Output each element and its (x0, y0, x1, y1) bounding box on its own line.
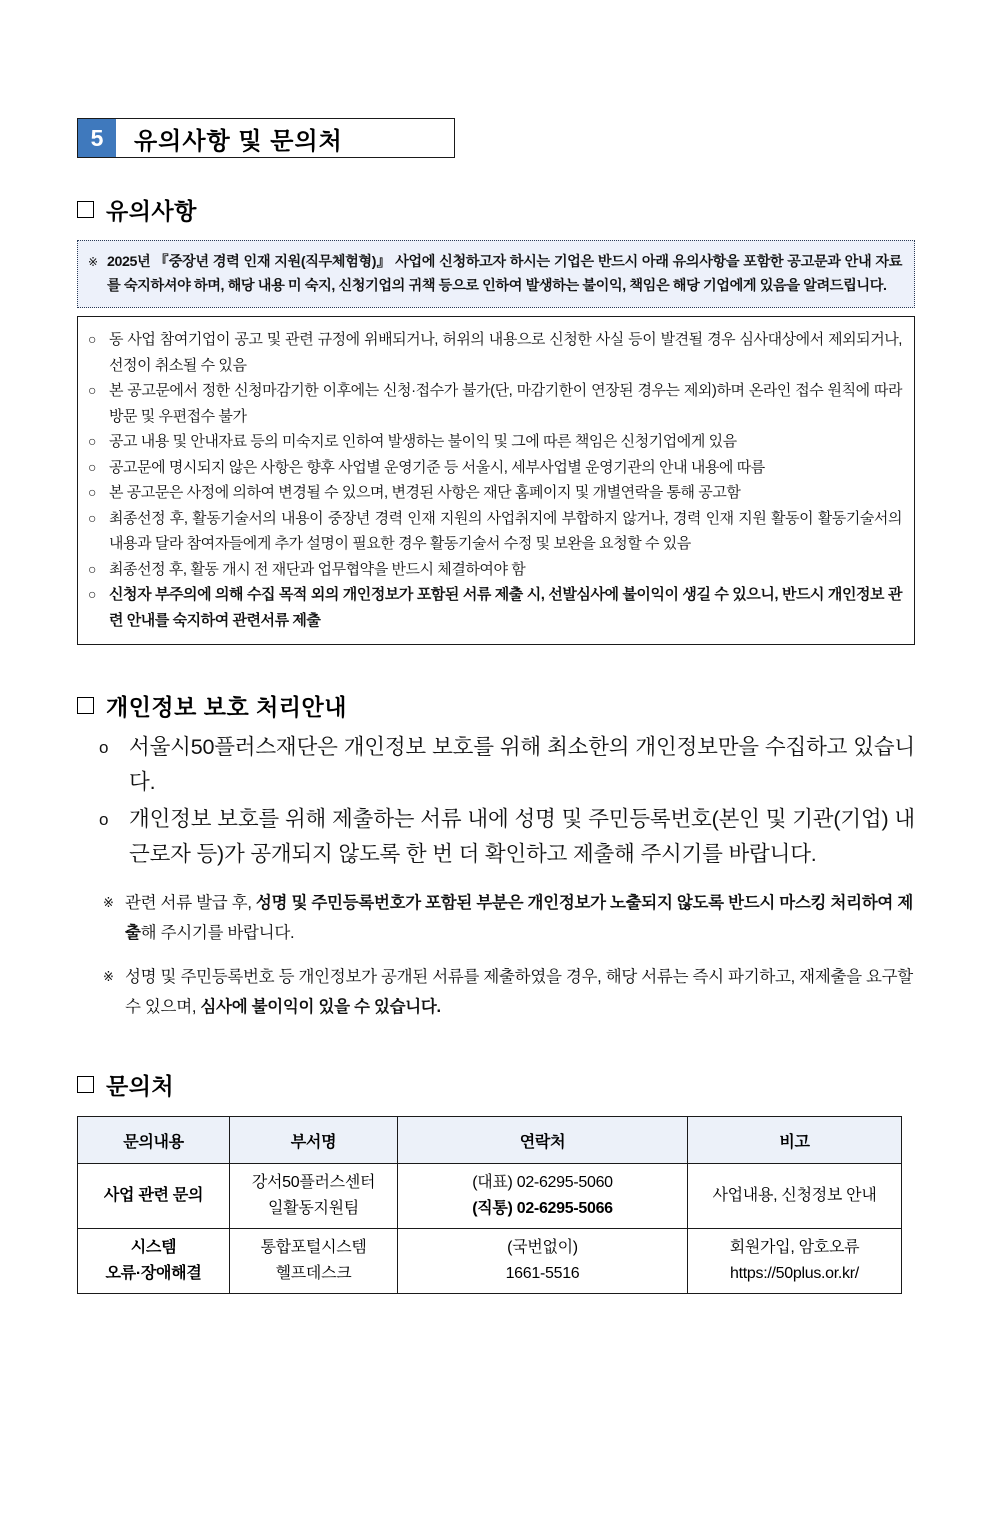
cell-department (230, 1164, 398, 1229)
heading-notice-label: 유의사항 (106, 198, 197, 224)
heading-contact (77, 1068, 915, 1101)
circle-bullet-icon: ○ (88, 331, 97, 347)
notice-list-item (88, 429, 902, 455)
department-line-1: 통합포털시스템 (260, 1239, 367, 1256)
inquiry-line-2: 오류·장애해결 (105, 1265, 202, 1282)
section-number: 5 (78, 119, 116, 157)
heading-notice (77, 193, 915, 226)
star-mark-icon: ※ (103, 969, 114, 984)
cell-department (230, 1229, 398, 1294)
cell-inquiry (78, 1229, 230, 1294)
notice-list (88, 327, 902, 633)
small-circle-bullet-icon: ο (99, 738, 109, 757)
circle-bullet-icon: ○ (88, 484, 97, 500)
contact-line-1: (대표) 02-6295-5060 (472, 1174, 613, 1191)
heading-contact-label: 문의처 (106, 1073, 175, 1099)
notice-list-item (88, 455, 902, 481)
table-header-cell: 연락처 (398, 1117, 688, 1164)
privacy-list-item-text: 서울시50플러스재단은 개인정보 보호를 위해 최소한의 개인정보만을 수집하고 있습니다. (129, 735, 915, 794)
contact-table (77, 1116, 902, 1294)
notice-list-item (88, 327, 902, 378)
notice-list-item-text: 최종선정 후, 활동 개시 전 재단과 업무협약을 반드시 체결하여야 함 (109, 560, 526, 578)
square-bullet-icon (77, 1076, 94, 1093)
notice-list-item (88, 378, 902, 429)
heading-privacy-label: 개인정보 보호 처리안내 (106, 694, 347, 720)
cell-remarks (688, 1229, 902, 1294)
remarks-line-1: 사업내용, 신청정보 안내 (712, 1187, 877, 1204)
notice-list-item (88, 506, 902, 557)
privacy-list-item-text: 개인정보 보호를 위해 제출하는 서류 내에 성명 및 주민등록번호(본인 및 기관(기업) 내 근로자 등)가 공개되지 않도록 한 번 더 확인하고 제출해 주시기를 바랍니다. (129, 807, 915, 866)
notice-list-item (88, 480, 902, 506)
table-header-cell: 비고 (688, 1117, 902, 1164)
star-mark-icon: ※ (103, 895, 114, 910)
notice-list-item (88, 582, 902, 633)
contact-line-1: (국번없이) (507, 1239, 578, 1256)
document-page (0, 118, 992, 1521)
privacy-list-item (99, 730, 915, 800)
remarks-line-2: https://50plus.or.kr/ (730, 1265, 859, 1282)
table-header-cell: 부서명 (230, 1117, 398, 1164)
notice-highlight-row (88, 250, 902, 298)
privacy-list (77, 730, 915, 872)
inquiry-line-1: 시스템 (130, 1239, 177, 1256)
table-header-row (78, 1117, 902, 1164)
privacy-note-text: 성명 및 주민등록번호 등 개인정보가 공개된 서류를 제출하였을 경우, 해당 서류는 즉시 파기하고, 재제출을 요구할 수 있으며, 심사에 불이익이 있을 수 있습니다. (125, 968, 913, 1016)
department-line-2: 일활동지원팀 (268, 1200, 359, 1217)
department-line-1: 강서50플러스센터 (251, 1174, 376, 1191)
section-banner (77, 118, 455, 158)
circle-bullet-icon: ○ (88, 458, 97, 475)
notice-list-item-text: 공고 내용 및 안내자료 등의 미숙지로 인하여 발생하는 불이익 및 그에 따른 책임은 신청기업에게 있음 (109, 433, 737, 450)
square-bullet-icon (77, 697, 94, 714)
notice-list-item-text: 동 사업 참여기업이 공고 및 관련 규정에 위배되거나, 허위의 내용으로 신청한 사실 등이 발견될 경우 심사대상에서 제외되거나, 선정이 취소될 수 있음 (109, 331, 902, 374)
privacy-list-item (99, 802, 915, 872)
notice-list-item-text: 본 공고문은 사정에 의하여 변경될 수 있으며, 변경된 사항은 재단 홈페이지 및 개별연락을 통해 공고함 (109, 484, 741, 501)
notice-list-box (77, 316, 915, 645)
department-line-2: 헬프데스크 (275, 1265, 352, 1282)
notice-list-item-text: 본 공고문에서 정한 신청마감기한 이후에는 신청·접수가 불가(단, 마감기한이 연장된 경우는 제외)하며 온라인 접수 원칙에 따라 방문 및 우편접수 불가 (109, 382, 902, 425)
section-title: 유의사항 및 문의처 (134, 127, 343, 155)
star-mark-icon: ※ (88, 255, 99, 269)
notice-highlight-box (77, 240, 915, 308)
circle-bullet-icon: ○ (88, 586, 97, 602)
remarks-line-1: 회원가입, 암호오류 (729, 1239, 860, 1256)
circle-bullet-icon: ○ (88, 560, 97, 577)
notice-list-item-text: 최종선정 후, 활동기술서의 내용이 중장년 경력 인재 지원의 사업취지에 부합하지 않거나, 경력 인재 지원 활동이 활동기술서의 내용과 달라 참여자들에게 추가 설명이 필요한 경우 활동기술서 수정 및 보완을 요청할 수 있음 (109, 509, 902, 552)
privacy-note-item (103, 888, 915, 948)
heading-privacy (77, 689, 915, 722)
table-header-cell: 문의내용 (78, 1117, 230, 1164)
notice-list-item-text: 공고문에 명시되지 않은 사항은 향후 사업별 운영기준 등 서울시, 세부사업별 운영기관의 안내 내용에 따름 (109, 458, 765, 476)
table-row (78, 1229, 902, 1294)
privacy-note-text: 관련 서류 발급 후, 성명 및 주민등록번호가 포함된 부분은 개인정보가 노출되지 않도록 반드시 마스킹 처리하여 제출해 주시기를 바랍니다. (125, 894, 913, 942)
table-row (78, 1164, 902, 1229)
cell-contact (398, 1164, 688, 1229)
privacy-note-item (103, 962, 915, 1022)
cell-contact (398, 1229, 688, 1294)
contact-line-2: 1661-5516 (505, 1265, 580, 1282)
cell-remarks (688, 1164, 902, 1229)
notice-highlight-text: 2025년 『중장년 경력 인재 지원(직무체험형)』 사업에 신청하고자 하시는 기업은 반드시 아래 유의사항을 포함한 공고문과 안내 자료를 숙지하셔야 하며, 해당 내용 미 숙지, 신청기업의 귀책 등으로 인하여 발생하는 불이익, 책임은 해당 기업에게 있음을 알려드립니다. (107, 254, 902, 294)
notice-list-item-text: 신청자 부주의에 의해 수집 목적 외의 개인정보가 포함된 서류 제출 시, 선발심사에 불이익이 생길 수 있으니, 반드시 개인정보 관련 안내를 숙지하여 관련서류 제출 (109, 586, 902, 629)
square-bullet-icon (77, 201, 94, 218)
circle-bullet-icon: ○ (88, 382, 97, 398)
cell-inquiry: 사업 관련 문의 (78, 1164, 230, 1229)
notice-list-item (88, 557, 902, 583)
circle-bullet-icon: ○ (88, 433, 97, 449)
contact-line-2: (직통) 02-6295-5066 (472, 1200, 613, 1217)
privacy-notes-list (77, 888, 915, 1022)
small-circle-bullet-icon: ο (99, 810, 109, 829)
circle-bullet-icon: ○ (88, 509, 97, 526)
